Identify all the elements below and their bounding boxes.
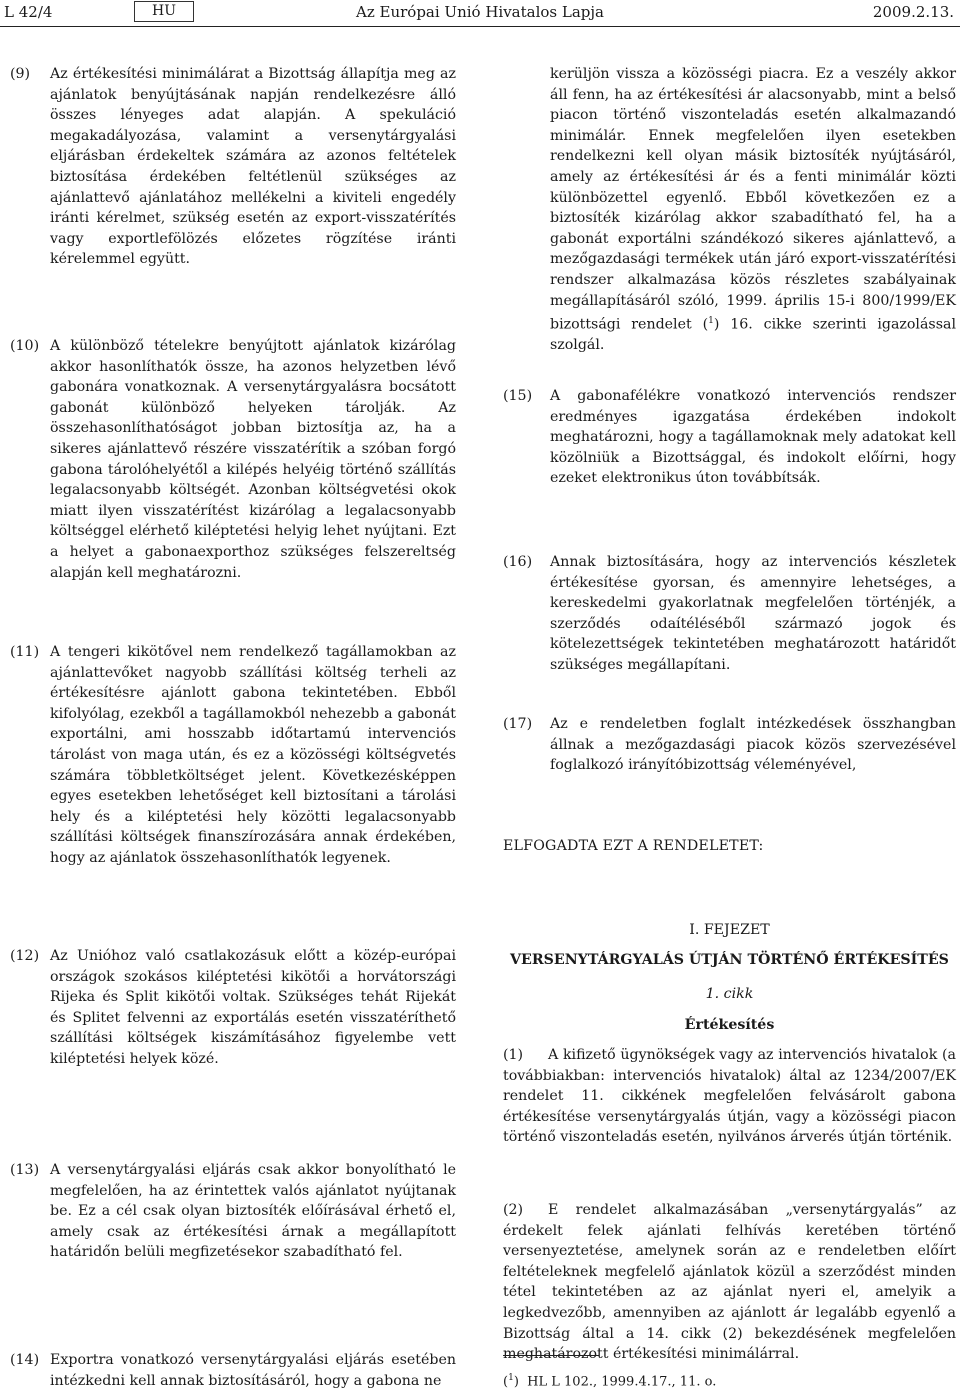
recital-16 [503,552,956,676]
recital-text: Az e rendeletben foglalt intézkedések összhangban állnak a mezőgazdasági piacok közös szervezésével foglalkozó irányítóbizottság véleményével, [550,716,956,774]
paragraph-text: A kifizető ügynökségek vagy az intervenciós hivatalok (a továbbiakban: intervenciós hivatalok) által az 1234/2007/EK rendelet 11. cikkének megfelelően felvásárolt gabona értékesítése versenytárgyalás útján, vagy a közösségi piacon történő viszonteladás esetén, nyilvános árverés útján történik. [503,1047,956,1146]
recital-9 [10,64,456,270]
continuation-text: kerüljön vissza a közösségi piacra. Ez a veszély akkor áll fenn, ha az értékesítési ár alacsonyabb, mint a belső piacon történő viszonteladás esetén alkalmazandó minimálár. Ennek megfelelően ilyen esetekben rendelkezni kell olyan másik biztosíték nyújtásáról, amely az értékesítési ár és a fenti minimálár közti különbözettel egyenlő. Ebből következően ez a biztosíték kizárólag akkor szabadítható fel, ha a gabonát exportálni szándékozó sikeres ajánlattevő, a mezőgazdasági termékek után járó export-visszatérítési rendszer alkalmazása közös részletes szabályainak megállapításáról szóló, 1999. április 15-i 800/1999/EK bizottsági rendelet ( [550,66,956,333]
article-title: Értékesítés [684,1017,775,1033]
recital-text: Az Unióhoz való csatlakozásuk előtt a közép-európai országok szokásos kiléptetési kikötői a horvátországi Rijeka és Split kikötői voltak. Szükséges tehát Rijekát és Splitet felvenni az exportálás esetén visszatéríthető szállítási költségek kiszámításához figyelembe vett kiléptetési helyek közé. [50,948,456,1067]
recital-13 [10,1160,456,1263]
recital-number: (13) [10,1162,40,1178]
recital-number: (9) [10,66,31,82]
recital-number: (11) [10,644,40,660]
recital-number: (15) [503,388,533,404]
adoption-formula: ELFOGADTA EZT A RENDELETET: [503,838,764,854]
recital-10 [10,336,456,583]
footnote: ($^1$) HL L 102., 1999.4.17., 11. o. [503,1373,717,1390]
chapter-title: VERSENYTÁRGYALÁS ÚTJÁN TÖRTÉNŐ ÉRTÉKESÍTÉS [510,952,949,968]
recital-14-continuation [550,64,956,356]
page-number: L 42/4 [4,3,53,21]
recital-number: (16) [503,554,533,570]
publication-date: 2009.2.13. [872,3,954,21]
paragraph-2 [503,1200,956,1365]
recital-text: Az értékesítési minimálárat a Bizottság állapítja meg az ajánlatok benyújtásának napján rendelkezésre álló összes lényeges adat alapján. A spekuláció megakadályozása, valamint a versenytárgyalási eljárásban érdekeltek számára az azonos feltételek biztosítása érdekében feltétlenül szükséges az ajánlattevő ajánlatához mellékelni a kiviteli engedély iránti kérelmet, szükség esetén az export-visszatérítés vagy exportlefölözés előzetes rögzítése iránti kérelemmel együtt. [50,66,456,268]
footnote-divider [503,1355,599,1356]
paragraph-number: (1) [503,1047,524,1063]
right-column [503,64,956,1389]
recital-number: (10) [10,338,40,354]
header-divider [0,26,960,27]
recital-11 [10,642,456,869]
recital-text: A versenytárgyalási eljárás csak akkor bonyolítható le megfelelően, ha az érintettek valós ajánlatot nyújtanak be. Ez a cél csak olyan biztosíték előírásával érhető el, amely csak az értékesítési árnak a megállapított határidőn belüli megfizetésekor szabadítható fel. [50,1162,456,1261]
left-column [10,64,456,1389]
recital-text: Annak biztosítására, hogy az intervenciós készletek értékesítése gyorsan, és amennyire lehetséges, a kereskedelmi gyakorlatnak megfelelően történjék, a szerződés odaítéléséből származó jogok és kötelezettségek tekintetében meghatározott határidőt szükséges megállapítani. [550,554,956,673]
continuation-text-end: ) 16. cikke szerinti igazolással szolgál. [550,316,956,354]
recital-number: (17) [503,716,533,732]
recital-text: A tengeri kikötővel nem rendelkező tagállamokban az ajánlattevőket nagyobb szállítási költség terheli az értékesítésre ajánlott gabona tekintetében. Ebből kifolyólag, ezekből a tagállamokból nehezebb a gabonát exportálni, ami hosszabb időtartamú intervenciós tárolást von maga után, és ez a közösségi költségvetés számára többletköltséget jelent. Következésképpen egyes esetekben lehetőséget kell biztosítani a tárolási hely és a kiléptetési hely közötti legalacsonyabb szállítási költségek finanszírozására annak érdekében, hogy az ajánlatok összehasonlíthatók legyenek. [50,644,456,866]
footnote-text: HL L 102., 1999.4.17., 11. o. [527,1374,717,1390]
paragraph-number: (2) [503,1202,524,1218]
paragraph-1 [503,1045,956,1148]
page-header [0,0,960,26]
paragraph-text: E rendelet alkalmazásában „versenytárgyalás” az érdekelt felek ajánlati felhívás keretében történő versenyeztetése, amelynek során az e rendeletben előírt feltételeknek megfelelő ajánlatok közül a szerződést minden tétel tekintetében az az ajánlat nyeri el, amelyik a legkedvezőbb, amennyiben az ajánlott ár legalább egyenlő a Bizottság által a 14. cikk (2) bekezdésének megfelelően meghatározott értékesítési minimálárral. [503,1202,956,1363]
article-number: 1. cikk [705,986,754,1002]
recital-15 [503,386,956,489]
chapter-number: I. FEJEZET [689,922,770,938]
footnote-number: 1 [508,1373,514,1383]
footnote-ref: 1 [708,316,714,327]
language-badge: HU [134,1,194,22]
recital-text: Exportra vonatkozó versenytárgyalási eljárás esetében intézkedni kell annak biztosításáról, hogy a gabona ne [50,1352,456,1389]
recital-text: A gabonafélékre vonatkozó intervenciós rendszer eredményes igazgatása érdekében indokolt meghatározni, hogy a tagállamoknak mely adatokat kell közölniük a Bizottsággal, és indokolt előírni, hogy ezeket elektronikus úton továbbítsák. [550,388,956,487]
recital-number: (14) [10,1352,40,1368]
recital-number: (12) [10,948,40,964]
journal-title: Az Európai Unió Hivatalos Lapja [356,3,604,21]
recital-17 [503,714,956,776]
recital-text: A különböző tételekre benyújtott ajánlatok kizárólag akkor hasonlíthatók össze, ha azonos helyzetben lévő gabonára vonatkoznak. A versenytárgyalásra bocsátott gabonát különböző helyeken tárolják. Az összehasonlíthatóságot jobban biztosítja az, ha a sikeres ajánlattevő részére visszatérítik a szóban forgó gabona tárolóhelyétől a kilépés helyéig történő szállítás legalacsonyabb költségét. Azonban költségvetési okok miatt ilyen visszatérítést kizárólag a legalacsonyabb költséggel elérhető kiléptetési helyig lehet nyújtani. Ezt a helyet a gabonaexporthoz szükséges felszereltség alapján kell meghatározni. [50,338,456,581]
recital-12 [10,946,456,1070]
recital-14 [10,1350,456,1391]
